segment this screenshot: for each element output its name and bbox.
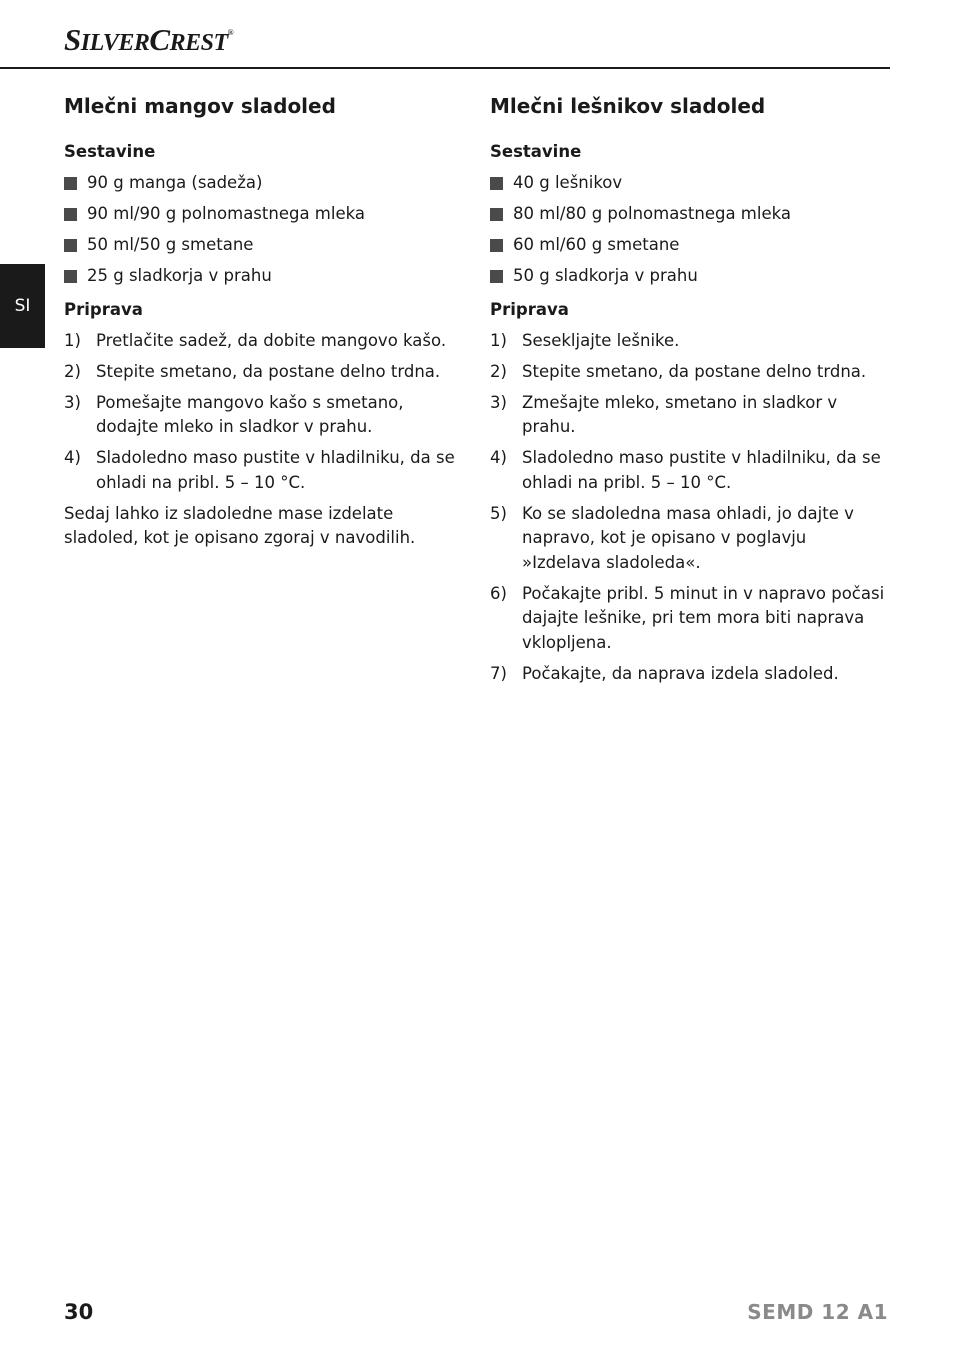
step-item [64, 446, 464, 495]
list-item [490, 202, 890, 227]
step-text: Počakajte, da naprava izdela sladoled. [522, 663, 839, 683]
language-tab [0, 264, 45, 348]
recipe-mango [64, 92, 464, 551]
step-number: 3) [64, 392, 81, 412]
recipe-note: Sedaj lahko iz sladoledne mase izdelate sladoled, kot je opisano zgoraj v navodilih. [64, 503, 416, 547]
list-item [64, 233, 464, 258]
ingredient-text: 90 ml/90 g polnomastnega mleka [87, 204, 365, 223]
ingredient-text: 90 g manga (sadeža) [87, 173, 263, 192]
step-number: 7) [490, 663, 507, 683]
ingredient-text: 25 g sladkorja v prahu [87, 266, 272, 285]
logo-text: REST [169, 30, 228, 56]
header-divider [0, 67, 890, 69]
recipe-title: Mlečni lešnikov sladoled [490, 94, 766, 118]
ingredient-text: 80 ml/80 g polnomastnega mleka [513, 204, 791, 223]
logo-letter: C [149, 22, 170, 57]
ingredient-text: 40 g lešnikov [513, 173, 623, 192]
step-number: 4) [490, 448, 507, 467]
list-item [490, 264, 890, 289]
page-number: 30 [64, 1300, 94, 1324]
list-item [490, 233, 890, 258]
step-item [490, 662, 890, 687]
step-item [64, 391, 464, 440]
steps-list [490, 329, 890, 687]
step-number: 3) [490, 392, 507, 412]
recipe-hazelnut [490, 92, 890, 693]
ingredient-text: 60 ml/60 g smetane [513, 235, 680, 254]
step-number: 2) [64, 361, 81, 381]
logo-letter: S [64, 22, 81, 57]
preparation-heading: Priprava [490, 299, 569, 319]
ingredients-heading: Sestavine [490, 142, 582, 161]
brand-logo [64, 22, 233, 58]
model-number: SEMD 12 A1 [747, 1300, 888, 1324]
bullet-square-icon [64, 239, 77, 252]
step-number: 4) [64, 448, 81, 467]
step-item [490, 446, 890, 495]
step-item [490, 360, 890, 385]
step-number: 5) [490, 503, 507, 523]
step-item [490, 582, 890, 656]
step-item [490, 502, 890, 576]
step-item [490, 329, 890, 354]
step-text: Sesekljajte lešnike. [522, 330, 680, 350]
step-number: 6) [490, 583, 507, 603]
bullet-square-icon [490, 177, 503, 190]
bullet-square-icon [64, 208, 77, 221]
bullet-square-icon [490, 270, 503, 283]
step-text: Pretlačite sadež, da dobite mangovo kašo. [96, 330, 447, 350]
bullet-square-icon [490, 208, 503, 221]
bullet-square-icon [64, 177, 77, 190]
step-text: Sladoledno maso pustite v hladilniku, da se ohladi na pribl. 5 – 10 °C. [96, 448, 455, 492]
step-text: Sladoledno maso pustite v hladilniku, da se ohladi na pribl. 5 – 10 °C. [522, 448, 881, 492]
step-text: Pomešajte mangovo kašo s smetano, dodajte mleko in sladkor v prahu. [96, 392, 404, 436]
logo-text: ILVER [80, 30, 150, 56]
language-tab-label: SI [14, 296, 31, 316]
ingredient-text: 50 g sladkorja v prahu [513, 266, 698, 285]
step-number: 1) [64, 330, 81, 350]
bullet-square-icon [490, 239, 503, 252]
ingredients-heading: Sestavine [64, 142, 156, 161]
step-number: 1) [490, 330, 507, 350]
preparation-heading: Priprava [64, 299, 143, 319]
step-text: Stepite smetano, da postane delno trdna. [522, 361, 867, 381]
list-item [64, 202, 464, 227]
bullet-square-icon [64, 270, 77, 283]
step-item [490, 391, 890, 440]
steps-list [64, 329, 464, 496]
list-item [490, 171, 890, 196]
step-item [64, 360, 464, 385]
step-text: Zmešajte mleko, smetano in sladkor v prahu. [522, 392, 838, 436]
list-item [64, 264, 464, 289]
registered-mark: ® [227, 28, 234, 37]
ingredients-list [64, 171, 464, 289]
step-text: Počakajte pribl. 5 minut in v napravo počasi dajajte lešnike, pri tem mora biti naprava vklopljena. [522, 583, 885, 652]
step-item [64, 329, 464, 354]
ingredient-text: 50 ml/50 g smetane [87, 235, 254, 254]
ingredients-list [490, 171, 890, 289]
step-text: Stepite smetano, da postane delno trdna. [96, 361, 441, 381]
step-text: Ko se sladoledna masa ohladi, jo dajte v napravo, kot je opisano v poglavju »Izdelava sladoleda«. [522, 503, 854, 572]
step-number: 2) [490, 361, 507, 381]
list-item [64, 171, 464, 196]
recipe-title: Mlečni mangov sladoled [64, 94, 336, 118]
